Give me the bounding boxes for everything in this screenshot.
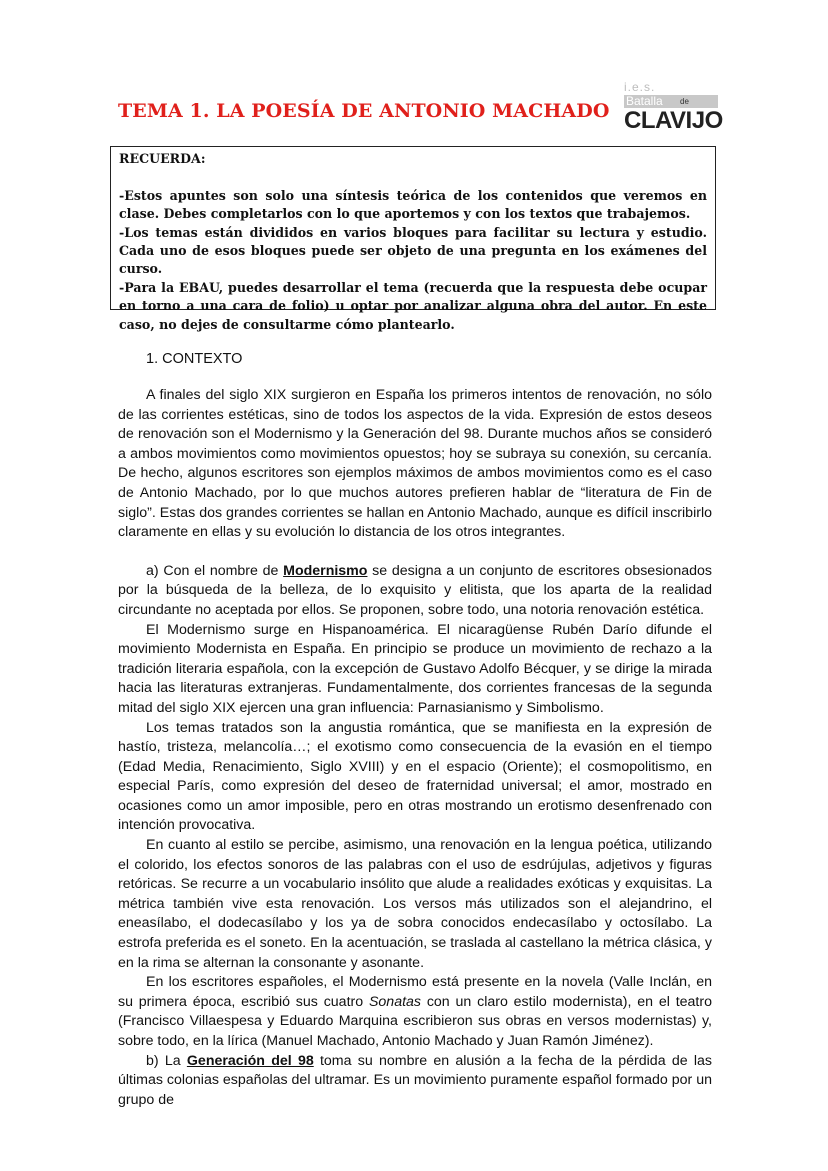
italic-sonatas: Sonatas <box>368 993 422 1010</box>
logo-de-text: de <box>680 97 689 106</box>
recuerda-item: -Los temas están divididos en varios bloques para facilitar su lectura y estudio. Cada uno de esos bloques puede ser objeto de una pregunta en los exámenes del curso. <box>119 224 707 277</box>
logo-batalla-text: Batalla <box>626 94 663 108</box>
logo-ies-text: i.e.s. <box>624 80 656 94</box>
term-generacion-98: Generación del 98 <box>186 1052 314 1069</box>
recuerda-heading: RECUERDA: <box>119 151 206 166</box>
paragraph-origen: El Modernismo surge en Hispanoamérica. El nicaragüense Rubén Darío difunde el movimiento Modernista en España. En principio se produce un movimiento de rechazo a la tradición literaria española, con la excepción de Gustavo Adolfo Bécquer, y se dirige la mirada hacia las literaturas extranjeras. Fundamentalmente, dos corrientes francesas de la segunda mitad del siglo XIX ejercen una gran influencia: Parnasianismo y Simbolismo. <box>118 621 712 716</box>
recuerda-spacer <box>119 168 707 186</box>
paragraph-temas: Los temas tratados son la angustia romántica, que se manifiesta en la expresión de hastío, tristeza, melancolía…; el exotismo como consecuencia de la evasión en el tiempo (Edad Media, Renacimiento, Siglo XVIII) y en el espacio (Oriente); el cosmopolitismo, en especial París, como expresión del deseo de fraternidad universal; el amor, mostrado en ocasiones como un amor imposible, pero en otras mostrando un erotismo desenfrenado con intención provocativa. <box>118 719 712 834</box>
paragraph-intro: A finales del siglo XIX surgieron en España los primeros intentos de renovación, no sólo de las corrientes estéticas, sino de todos los aspectos de la vida. Expresión de estos deseos de renovación son el Modernismo y la Generación del 98. Durante muchos años se consideró a ambos movimientos como movimientos opuestos; hoy se subraya su conexión, su cercanía. De hecho, algunos escritores son ejemplos máximos de ambos movimientos como es el caso de Antonio Machado, por lo que muchos autores prefieren hablar de “literatura de Fin de siglo”. Estas dos grandes corrientes se hallan en Antonio Machado, aunque es difícil inscribirlo claramente en ellas y su evolución lo distancia de los otros integrantes. <box>118 387 712 541</box>
paragraph-text: toma su nombre en alusión a la fecha de la pérdida de las últimas colonias españolas del ultramar. Es un movimiento puramente español formado por un grupo de <box>118 1052 712 1108</box>
recuerda-box <box>110 146 716 332</box>
section-heading: 1. CONTEXTO <box>146 351 243 367</box>
recuerda-item: -Para la EBAU, puedes desarrollar el tema (recuerda que la respuesta debe ocupar en torno a una cara de folio) u optar por analizar alguna obra del autor. En este caso, no dejes de consultarme cómo plantearlo. <box>119 279 707 332</box>
term-modernismo: Modernismo <box>283 562 368 579</box>
paragraph-generacion-98 <box>118 1052 712 1111</box>
paragraph-text: a) Con el nombre de <box>146 562 284 579</box>
paragraph-text: se designa a un conjunto de escritores obsesionados por la búsqueda de la belleza, de lo exquisito y elitista, que los aparta de la realidad circundante no aceptada por ellos. Se proponen, sobre todo, una notoria renovación estética. <box>118 562 712 618</box>
paragraph-escritores <box>118 973 712 1051</box>
paragraph-text: con un claro estilo modernista), en el teatro (Francisco Villaespesa y Eduardo Marquina escribieron sus obras en versos modernistas) y, sobre todo, en la lírica (Manuel Machado, Antonio Machado y Juan Ramón Jiménez). <box>118 993 712 1049</box>
page-title: TEMA 1. LA POESÍA DE ANTONIO MACHADO <box>118 100 610 122</box>
school-logo <box>620 80 723 136</box>
paragraph-estilo: En cuanto al estilo se percibe, asimismo, una renovación en la lengua poética, utilizando el colorido, los efectos sonoros de las palabras con el uso de esdrújulas, adjetivos y figuras retóricas. Se recurre a un vocabulario insólito que alude a realidades exóticas y exquisitas. La métrica también vive esta renovación. Los versos más utilizados son el alejandrino, el eneasílabo, el dodecasílabo y los ya de sobra conocidos endecasílabo y octosílabo. La estrofa preferida es el soneto. En la acentuación, se traslada al castellano la métrica clásica, y en la rima se alternan la consonante y asonante. <box>118 837 712 971</box>
recuerda-item: -Estos apuntes son solo una síntesis teórica de los contenidos que veremos en clase. Debes completarlos con lo que aportemos y con los textos que trabajemos. <box>119 187 707 222</box>
paragraph-text: b) La <box>146 1052 187 1069</box>
paragraph-text: En los escritores españoles, el Modernismo está presente en la novela (Valle Inclán, en su primera época, escribió sus cuatro <box>118 974 712 1010</box>
body-text <box>118 386 712 1110</box>
logo-clavijo-text: CLAVIJO <box>624 107 723 134</box>
paragraph-modernismo <box>118 562 712 621</box>
